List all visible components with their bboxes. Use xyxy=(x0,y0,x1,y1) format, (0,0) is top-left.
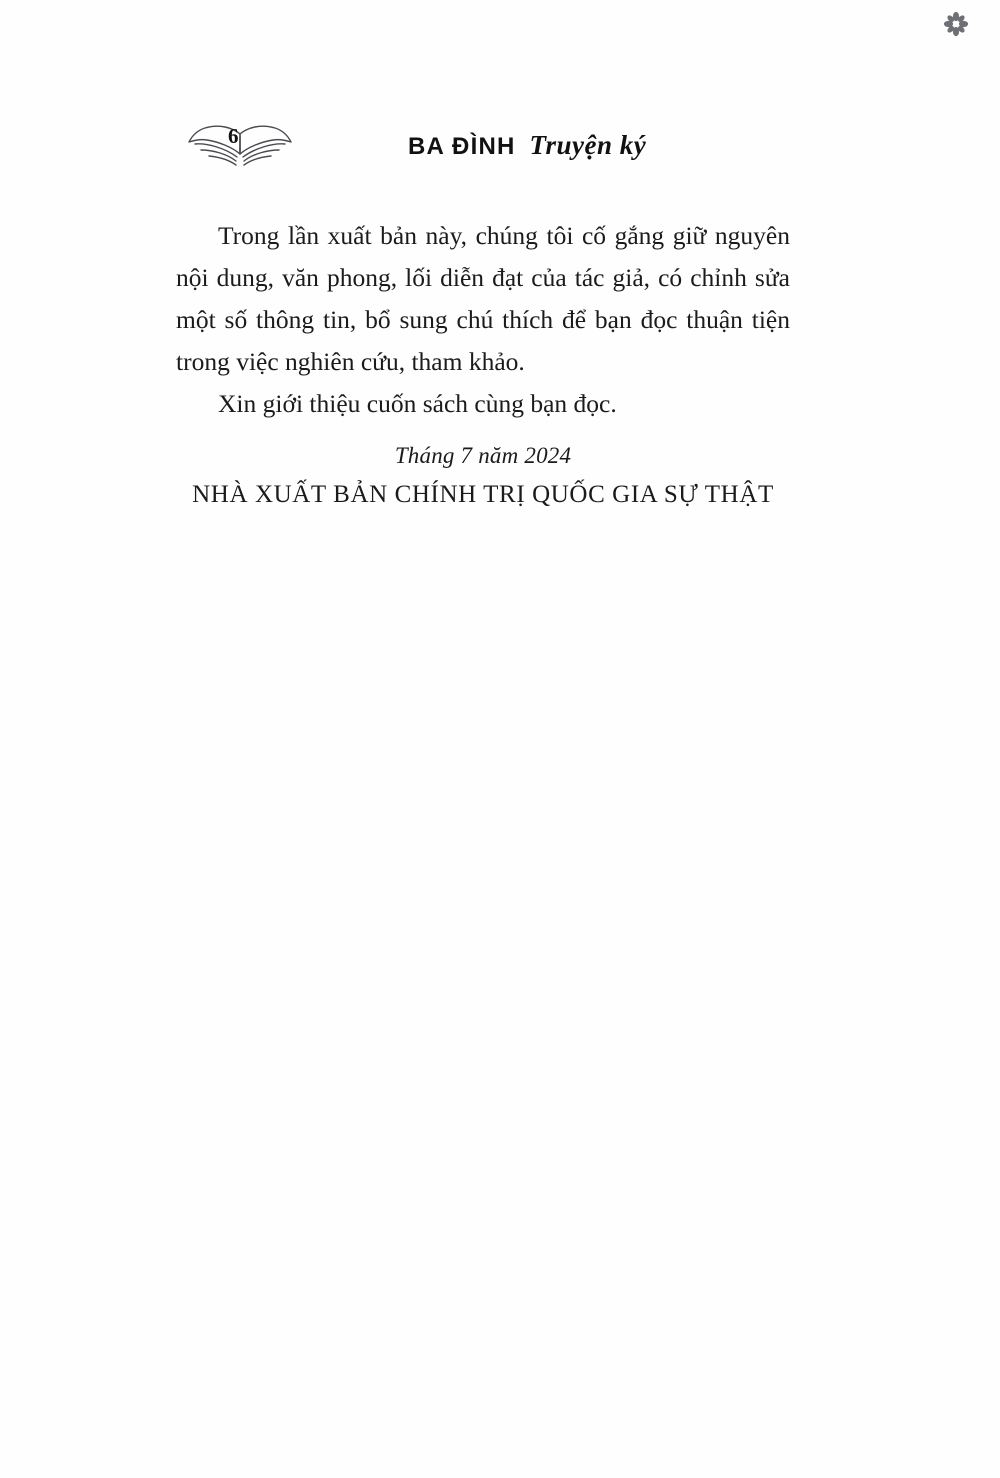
paragraph: Xin giới thiệu cuốn sách cùng bạn đọc. xyxy=(218,389,617,418)
running-head-title xyxy=(408,130,646,161)
signoff-publisher: NHÀ XUẤT BẢN CHÍNH TRỊ QUỐC GIA SỰ THẬT xyxy=(192,481,774,508)
paragraph: Trong lần xuất bản này, chúng tôi cố gắng giữ nguyên nội dung, văn phong, lối diễn đạt của tác giả, có chỉnh sửa một số thông tin, bổ sung chú thích để bạn đọc thuận tiện trong việc nghiên cứu, tham khảo. xyxy=(176,221,790,376)
running-head-title-main: BA ĐÌNH xyxy=(408,133,516,160)
page-number: 6 xyxy=(228,124,239,148)
signoff-date: Tháng 7 năm 2024 xyxy=(394,443,572,468)
running-head xyxy=(0,118,1000,178)
open-book-icon xyxy=(185,120,295,176)
body-text xyxy=(176,215,790,425)
asterisk-icon xyxy=(942,10,970,38)
running-head-title-script: Truyện ký xyxy=(529,130,647,160)
signoff-block xyxy=(176,443,790,509)
